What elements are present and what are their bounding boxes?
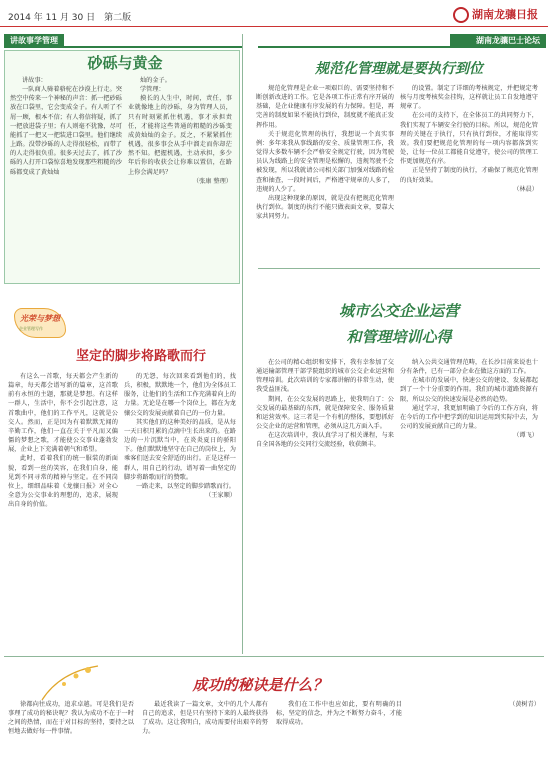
- bottom-rule: [4, 656, 544, 657]
- byline: （黄树青）: [509, 701, 540, 708]
- paragraph: 有这么一首歌，每天都会产生新的篇章，每天都会谱写新的篇章，这首歌前有永恒的主题，那就是梦想。有这样一群人，生活中，你不会引起注意，这首歌曲中，他们的工作平凡，这就是公交人。然而，正是因为有着默默无闻的辛勤工作，他们一直在关于平凡而又偏僵的梦想之歌，才能使公交事业蓬勃发展，企业上下充满着朝气和希望。: [8, 373, 118, 454]
- paragraph: 在城市的发展中，快速公交的建设、发展都起到了一个十分重要的作用。我们的城市道路资源有限，所以公交的快速发展是必然的趋势。: [400, 377, 538, 403]
- article-title-footsteps: 坚定的脚步将路歌而行: [75, 349, 206, 364]
- logo-subtitle: 企业管理写作: [19, 326, 43, 331]
- article-title-success: 成功的秘诀是什么？: [192, 676, 328, 694]
- paragraph: 我们在工作中也应如此，要有明确的目标，坚定的信念，并为之不断努力奋斗，才能取得成功。: [276, 701, 402, 727]
- paragraph: 摸长的人生中，时间，责任，事业就像地上的沙砾，身为管理人员，只有时刻紧抓住机遇，事才承担责任，才能将这些普通的粗糙的沙砾变成黄灿灿的金子。反之，不紧紧抓住机遇，很多事会从手中溜走而你却茫然不知。把握机遇，主动承担，多少年后你的收获会让你难以置信，在路上你会满足吗？: [128, 95, 232, 176]
- article-title-bus-training-2: 和管理培训心得: [346, 328, 452, 346]
- footsteps-column-1: [8, 372, 118, 642]
- section-label-story: 讲故事学管理: [4, 34, 64, 48]
- story-column-1: [10, 76, 122, 276]
- paragraph: 的设置。制定了详细的考核规定，并把规定考核与月度考核奖金挂钩，这样就让员工自发地遵守规章了。: [400, 85, 538, 111]
- regulation-column-2: [400, 84, 538, 262]
- paragraph: 规范化管理是企业一项艰巨的、需要坚持和不断创新改进的工作。它是各项工作正常有序开展的基础，是企业健康有序发展的有力保障。但是，再完善的制度如果不能执行到位，制度就不能真正发挥作用。: [256, 85, 394, 129]
- section-label-forum: 湖南龙骧巴士论坛: [450, 34, 546, 48]
- paragraph: 讲故事：: [22, 77, 47, 84]
- paragraph: 纳入公共交通管理范畴，在长沙目前来说也十分有条件，已有一部分企业在做这方面的工作。: [400, 359, 538, 376]
- story-column-2: [128, 76, 232, 276]
- paragraph: 在这次培训中，我认真学习了相关课程，与来自全国各地的公交同行交流经验，收获颇丰。: [256, 432, 394, 449]
- paragraph: 出现这种现象的原因，就是没有把规范化管理执行到位。制度的执行不能只做表面文章，要靠大家共同努力。: [256, 194, 394, 221]
- paragraph: 一队商人骑着骆驼在沙漠上行走。突然空中传来一个神秘的声音：抓一把砂砾放在口袋里，它会变成金子。有人听了不屑一顾，根本不信；有人将信将疑，抓了一把放进袋子里；有人则毫不犹豫，尽可能抓了一把又一把装进口袋里。他们继续上路。没带沙砾的人走得很轻松，而带了的人走得很负重。很多天过去了，抓了沙砾的人打开口袋惊喜地发现那些粗糙的沙砾都变成了黄灿灿: [10, 86, 122, 176]
- success-column-4: [410, 700, 540, 770]
- logo-title: 光荣与梦想: [20, 313, 60, 323]
- success-column-1: [8, 700, 134, 770]
- paragraph: 一路走来，以坚定的脚步踏歌而行。: [136, 482, 235, 490]
- article-title-bus-training-1: 城市公交企业运营: [338, 302, 459, 320]
- paragraph: 灿的金子。: [140, 77, 171, 84]
- column-divider: [242, 34, 243, 654]
- byline: （王家顺）: [205, 492, 236, 500]
- byline: （谭飞）: [513, 432, 538, 440]
- paragraph: 通过学习，我更加明确了今后的工作方向，将在今后的工作中把学到的知识运用到实际中去，为公司的发展贡献自己的力量。: [400, 404, 538, 431]
- paragraph: 期间，在公交发展的思路上，使我明白了：公交发展的最基础的东西，就是保障安全、服务质量和运营效率。这三者是一个有机的整体，要想抓好公交企业的运营和管理，必须从这几方面入手。: [256, 395, 394, 431]
- paragraph: 正是坚持了制度的执行，才确保了规范化管理的良好效果。: [400, 167, 538, 184]
- section-rule-right: [258, 46, 540, 48]
- success-column-3: [276, 700, 402, 770]
- paragraph: 最近我读了一篇文章，文中的几个人都有自己的追求，但是只有坚持下来的人最终获得了成功。这让我明白，成功需要付出艰辛的努力。: [142, 701, 268, 736]
- article-title-regulation: 规范化管理就是要执行到位: [315, 61, 483, 77]
- paragraph: 徐都向往成功，追求卓越。可是我们是否事理了成功的秘诀呢？我认为成功不在于一时之间的热情，而在于对目标的坚持，要持之以恒地去做好每一件事情。: [8, 701, 134, 736]
- paragraph: 此时，看着我们的统一服装的新面貌，看到一丝的笑容，在我们自身，能见到不同寻常的精神与坚定。在不同岗位上，细细品味着《龙骧日报》对全心全意为公交事业的理想的，追求，展现出自身的价值。: [8, 455, 118, 509]
- paragraph: 关于规范化管理的执行，我想说一个真实事例：多年来我从事线路的安全、质量管理工作，我觉得大多数车辆不会严格安全规定行驶，因为驾驶员认为线路上的安全管理是松懈的，违规驾驶不会被发现，所以我就请公司相关部门加强对线路的检查和抽查，一段时间后，严格遵守规章的人多了，违规的人少了。: [256, 130, 394, 193]
- paragraph: 在公司的精心组织和安排下，我有幸参加了交通运输部管理干部学院组织的城市公交企业运营和管理培训。此次培训的专家都讲解的非常生动，使我受益匪浅。: [256, 359, 394, 394]
- training-column-2: [400, 358, 538, 628]
- paragraph: 其实他们的这种美好的品质，是从每一天日积月累的点滴中生长出来的。在路边的一片沉默当中，在炎炎夏日的骄阳下。他们默默地坚守在自己的岗位上，为乘客们送去安全舒适的出行。正是这样一群人，用自己的行动，谱写着一曲坚定的脚步将路歌而行的赞歌。: [124, 418, 236, 481]
- masthead-title: 湖南龙骧日报: [472, 8, 538, 21]
- page-header: [0, 0, 548, 27]
- story-title: 砂砾与黄金: [87, 54, 163, 72]
- newspaper-seal-icon: [453, 7, 469, 23]
- section-rule: [4, 46, 242, 48]
- paragraph: 学管理：: [140, 86, 165, 94]
- success-column-2: [142, 700, 268, 770]
- masthead: [453, 6, 538, 23]
- byline: （张康 整理）: [192, 177, 232, 185]
- byline: （林晨）: [513, 185, 538, 193]
- issue-date: 2014 年 11 月 30 日 第二版: [8, 13, 132, 23]
- section-divider: [258, 268, 540, 269]
- paragraph: 在公司的支持下，在全体员工的共同努力下，我们实现了车辆安全行驶的目标。所以，规范化管理的关键在于执行，只有执行到位，才能取得实效。我们要把规范化管理的每一项内容都落到实处，让每一位员工都能自觉遵守，使公司的管理工作更加规范有序。: [400, 112, 538, 166]
- regulation-column-1: [256, 84, 394, 262]
- training-column-1: [256, 358, 394, 628]
- paragraph: 的无怨，每次回来看到他们的，找兵，积极，默默地一个，他们为全体员工服务，让他们的生活和工作充满着向上的力量。无论是在哪一个岗位上，都在为龙骧公交的发展贡献着自己的一份力量。: [124, 373, 236, 417]
- glory-dream-logo: [14, 308, 66, 338]
- footsteps-column-2: [124, 372, 236, 642]
